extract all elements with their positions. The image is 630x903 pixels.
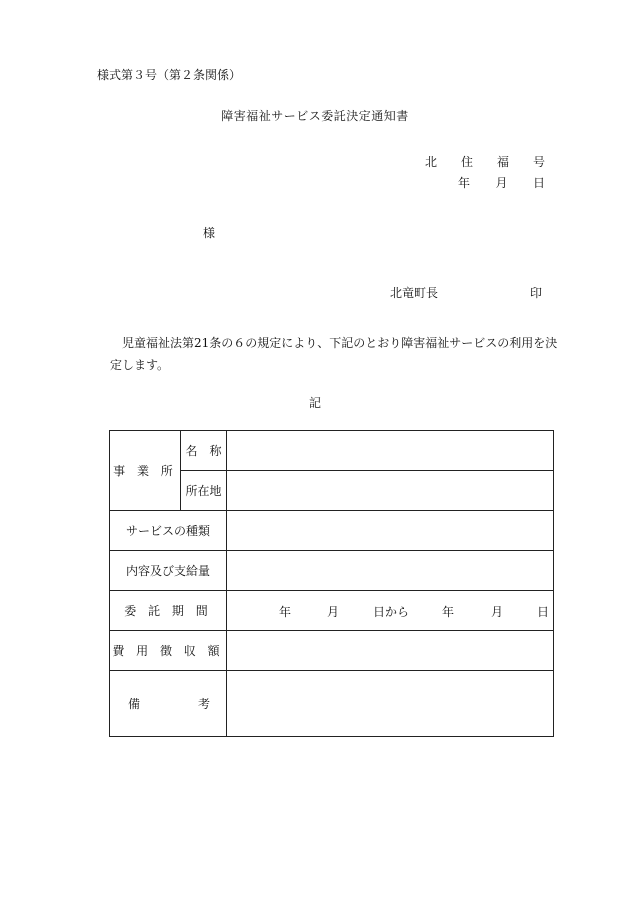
- table-row: [110, 511, 554, 551]
- ki-heading: 記: [308, 396, 321, 410]
- seal-mark: 印: [530, 286, 543, 300]
- document-title: 障害福祉サービス委託決定通知書: [221, 109, 409, 123]
- table-row: [110, 671, 554, 737]
- table-row: [110, 551, 554, 591]
- content-value[interactable]: [227, 551, 554, 591]
- period-part: 年: [279, 605, 292, 619]
- remarks-value[interactable]: [227, 671, 554, 737]
- issuer-name: 北竜町長: [390, 286, 439, 300]
- body-text: 児童福祉法第21条の６の規定により、下記のとおり障害福祉サービスの利用を決定します。: [110, 336, 558, 372]
- doc-number-part: 号: [532, 155, 545, 169]
- period-part: 日から: [373, 605, 410, 619]
- doc-number-part: 福: [496, 155, 509, 169]
- content-label: 内容及び支給量: [110, 551, 227, 591]
- decision-table: [109, 430, 554, 737]
- remarks-label: [110, 671, 227, 737]
- date-year: 年: [458, 176, 471, 190]
- address-value[interactable]: [227, 471, 554, 511]
- name-value[interactable]: [227, 431, 554, 471]
- doc-number-part: 住: [460, 155, 473, 169]
- facility-label: 事 業 所: [110, 431, 181, 511]
- doc-number-part: 北: [425, 155, 438, 169]
- date-day: 日: [532, 176, 545, 190]
- form-number: 様式第３号（第２条関係）: [97, 68, 242, 82]
- table-row: [110, 431, 554, 471]
- date-month: 月: [495, 176, 508, 190]
- remarks-char: 考: [197, 697, 210, 711]
- fee-label: 費 用 徴 収 額: [110, 631, 227, 671]
- addressee: 様: [203, 226, 216, 240]
- document-date: [458, 174, 545, 191]
- period-value[interactable]: [227, 591, 554, 631]
- address-label: 所在地: [181, 471, 227, 511]
- period-part: 月: [491, 605, 504, 619]
- name-label: 名 称: [181, 431, 227, 471]
- table-row: [110, 631, 554, 671]
- service-type-value[interactable]: [227, 511, 554, 551]
- service-type-label: サービスの種類: [110, 511, 227, 551]
- period-part: 月: [327, 605, 340, 619]
- document-number: [425, 153, 545, 170]
- table-row: [110, 591, 554, 631]
- fee-value[interactable]: [227, 631, 554, 671]
- period-part: 日: [537, 605, 550, 619]
- period-part: 年: [442, 605, 455, 619]
- period-label: 委 託 期 間: [110, 591, 227, 631]
- remarks-char: 備: [128, 697, 141, 711]
